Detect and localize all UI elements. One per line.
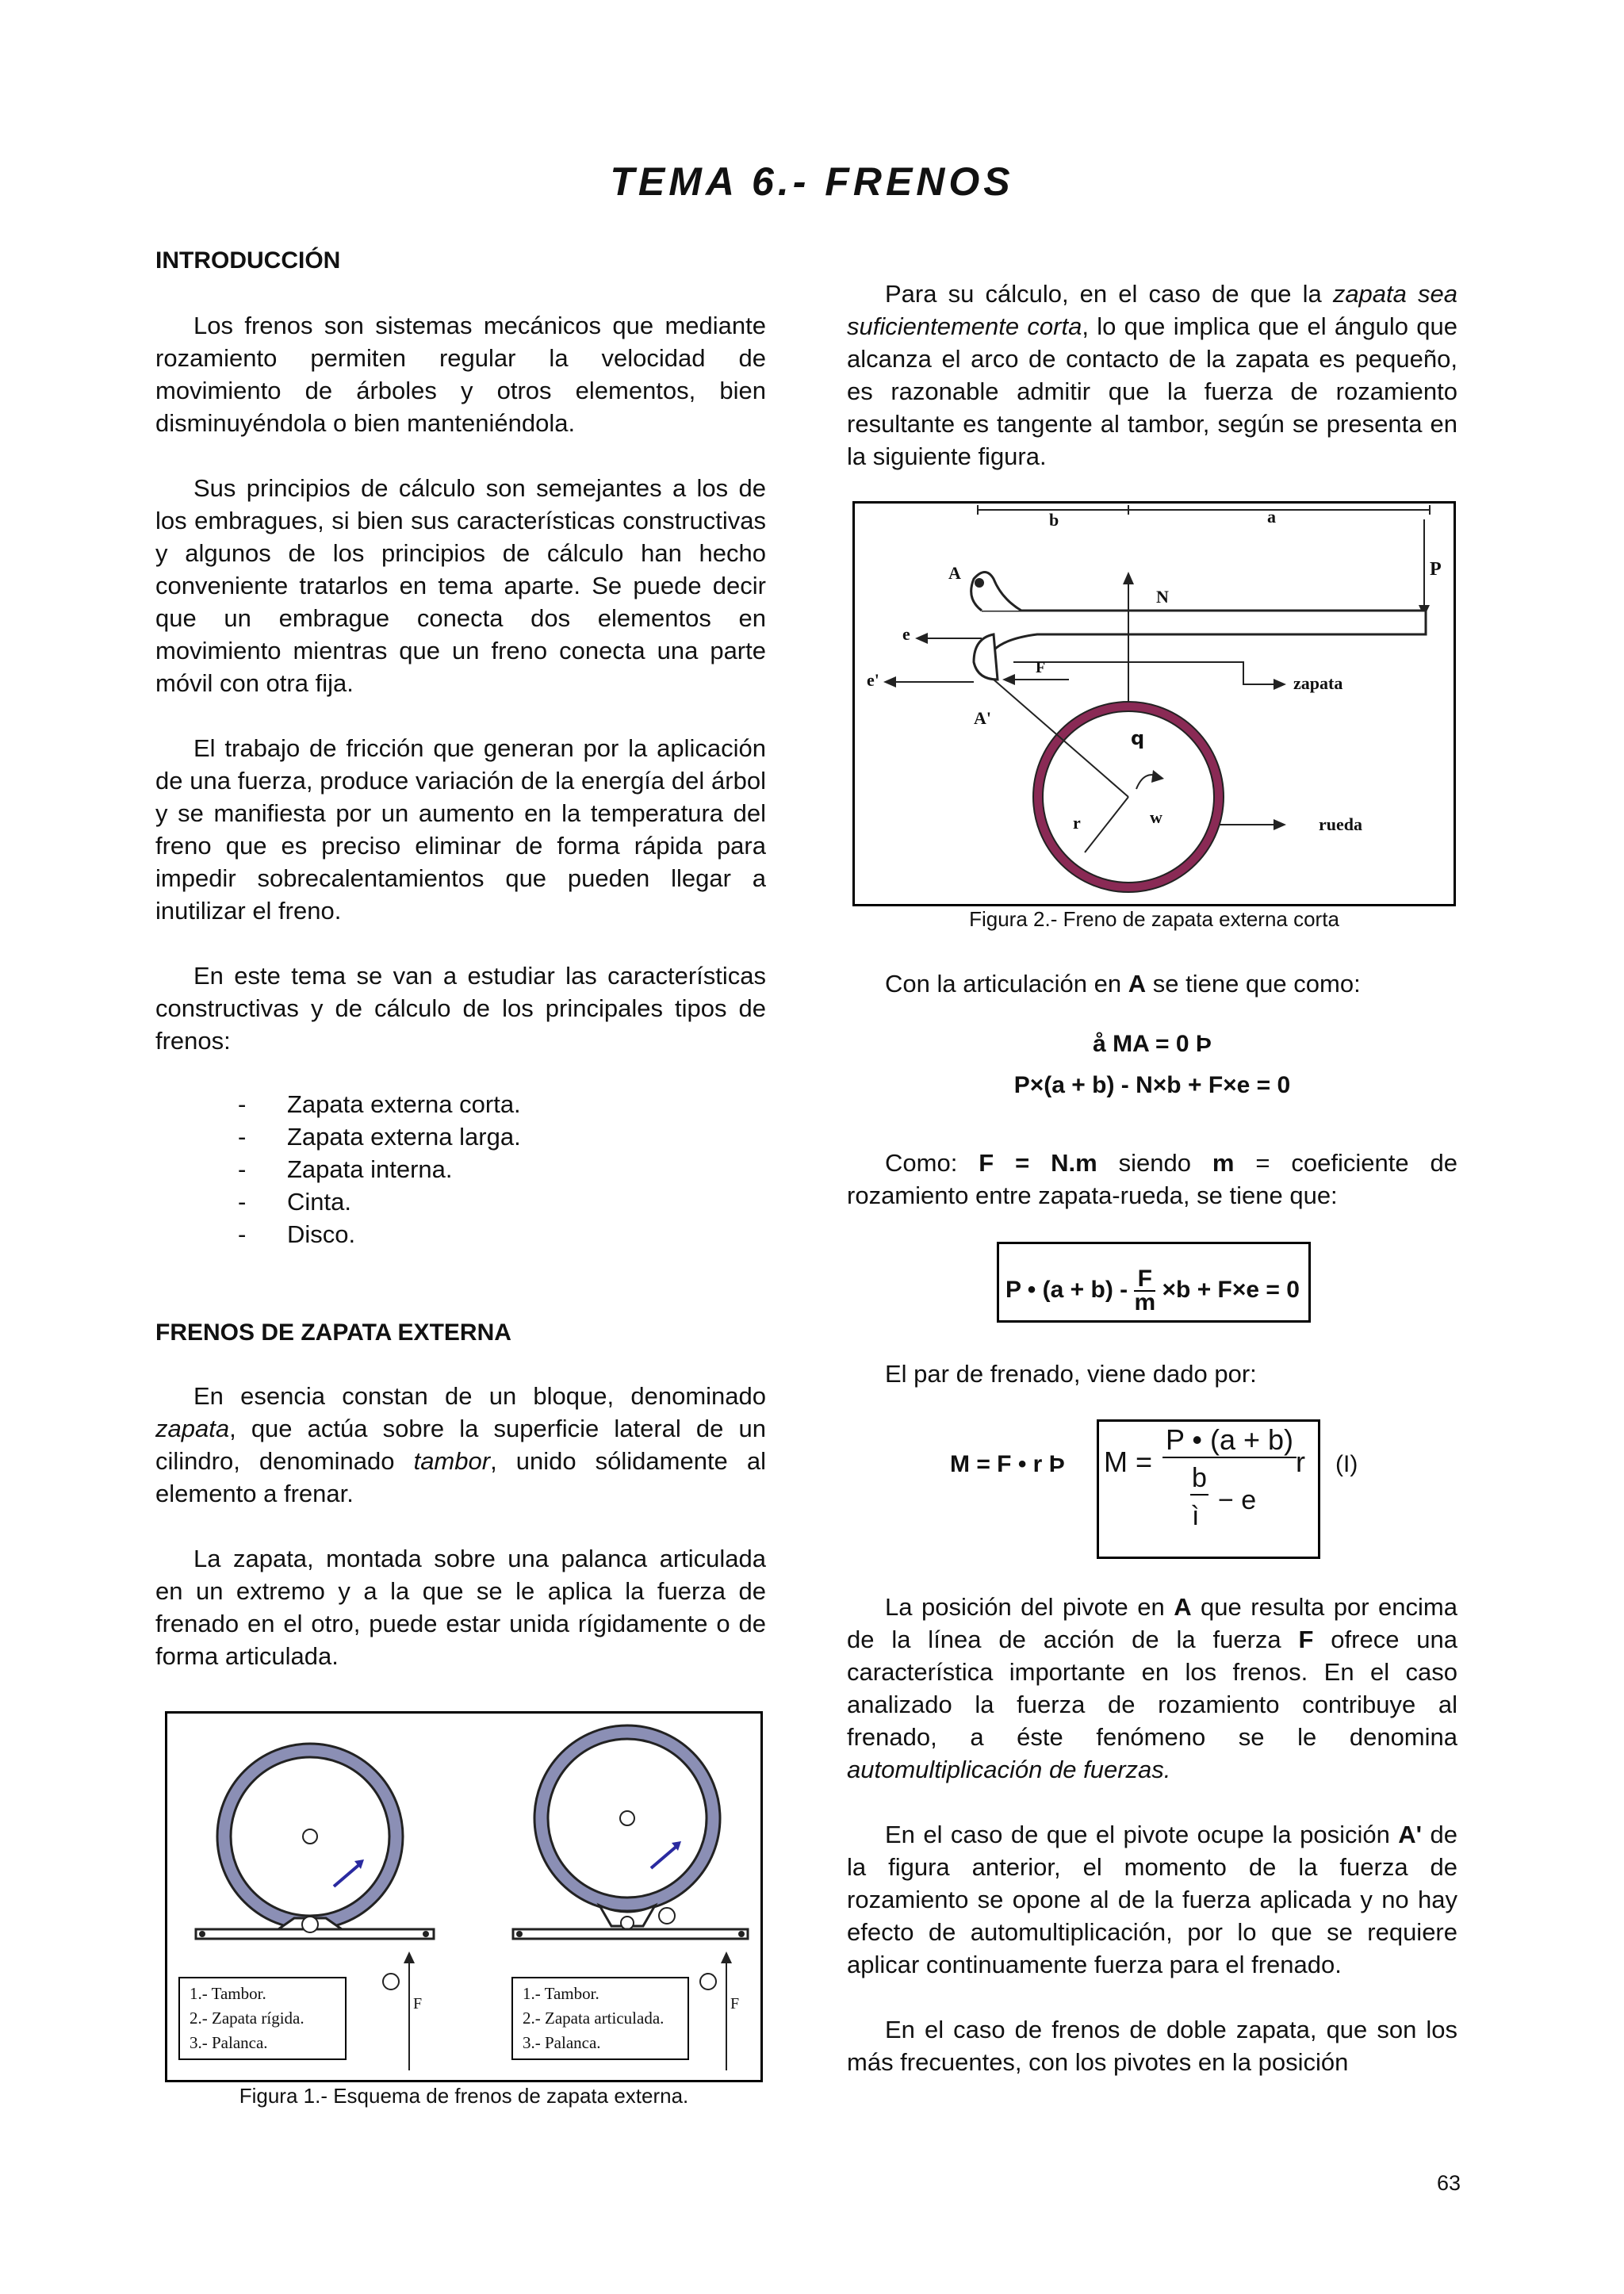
list-item: - Cinta. bbox=[238, 1185, 714, 1218]
label-zapata: zapata bbox=[1293, 673, 1343, 693]
torque-formula-box: M = P • (a + b) b ì − e r bbox=[1097, 1419, 1320, 1559]
paragraph: Para su cálculo, en el caso de que la zapata sea suficientemente corta, lo que implica que el ángulo que alcanza el arco de contacto de la zapata es pequeño, es razonable admitir que la fuerza de rozamiento resultante es tangente al tambor, según se presenta en la siguiente figura. bbox=[847, 280, 1457, 470]
friction-text bbox=[847, 1147, 1457, 1212]
intro-heading: INTRODUCCIÓN bbox=[155, 247, 341, 274]
articulation-text bbox=[847, 967, 1457, 1000]
brake-types-list bbox=[238, 1088, 714, 1250]
list-item: - Zapata externa corta. bbox=[238, 1088, 714, 1120]
list-item: - Disco. bbox=[238, 1218, 714, 1250]
label-b: b bbox=[1049, 510, 1059, 530]
equation-moment: å MA = 0 Þ bbox=[1093, 1031, 1212, 1057]
page-number: 63 bbox=[1437, 2171, 1461, 2195]
paragraph: La zapata, montada sobre una palanca articulada en un extremo y a la que se le aplica la fuerza de frenado en el otro, puede estar unida rígidamente o de forma articulada. bbox=[155, 1545, 766, 1670]
figure-1-legend-right: 1.- Tambor. 2.- Zapata articulada. 3.- Palanca. bbox=[511, 1977, 689, 2060]
label-F: F bbox=[1036, 659, 1046, 676]
paragraph: En el caso de que el pivote ocupe la posición A' de la figura anterior, el momento de la fuerza de rozamiento se opone al de la fuerza aplicada y no hay efecto de automultiplicación, por lo que se requiere aplicar continuamente fuerza para el frenado. bbox=[847, 1821, 1457, 1978]
paragraph: El trabajo de fricción que generan por la aplicación de una fuerza, produce variación de la energía del árbol y se manifiesta por un aumento en la temperatura del freno que es preciso eliminar de forma rápida para impedir sobrecalentamientos que pueden llegar a inutilizar el freno. bbox=[155, 734, 766, 925]
label-a: a bbox=[1267, 507, 1276, 527]
paragraph: En este tema se van a estudiar las características constructivas y de cálculo de los principales tipos de frenos: bbox=[155, 962, 766, 1055]
force-label: F bbox=[413, 1995, 423, 2013]
boxed-equation: P • (a + b) - $\frac{F}{m}$ ×b + F×e = 0 bbox=[997, 1242, 1311, 1323]
figure-2-drawing bbox=[855, 504, 1454, 904]
figure-1-caption: Figura 1.- Esquema de frenos de zapata externa. bbox=[239, 2084, 689, 2108]
paragraph: Los frenos son sistemas mecánicos que mediante rozamiento permiten regular la velocidad de movimiento de árboles y otros elementos, bien disminuyéndola o bien manteniéndola. bbox=[155, 312, 766, 437]
label-theta: q bbox=[1131, 727, 1145, 749]
equation-equilibrium: P×(a + b) - N×b + F×e = 0 bbox=[1013, 1072, 1291, 1098]
paragraph: El par de frenado, viene dado por: bbox=[885, 1360, 1257, 1388]
intro-text bbox=[155, 309, 766, 1057]
section-heading: FRENOS DE ZAPATA EXTERNA bbox=[155, 1319, 511, 1346]
label-A: A bbox=[948, 563, 961, 583]
label-e-prime: e' bbox=[867, 670, 879, 690]
label-rueda: rueda bbox=[1319, 814, 1362, 834]
figure-1-legend-left: 1.- Tambor. 2.- Zapata rígida. 3.- Palanca. bbox=[178, 1977, 347, 2060]
torque-intro bbox=[847, 1358, 1457, 1390]
paragraph: En el caso de frenos de doble zapata, que son los más frecuentes, con los pivotes en la posición bbox=[847, 2016, 1457, 2076]
pivot-text bbox=[847, 1591, 1457, 2078]
calc-intro bbox=[847, 278, 1457, 473]
label-e: e bbox=[902, 624, 910, 644]
equation-tag: (I) bbox=[1335, 1451, 1358, 1477]
label-A-prime: A' bbox=[974, 708, 991, 728]
figure-1 bbox=[165, 1711, 763, 2082]
lever-right bbox=[513, 1929, 748, 1939]
paragraph: En esencia constan de un bloque, denominado zapata, que actúa sobre la superficie lateral de un cilindro, denominado tambor, unido sólidamente al elemento a frenar. bbox=[155, 1382, 766, 1507]
force-label: F bbox=[730, 1995, 740, 2013]
shoe bbox=[974, 634, 998, 680]
figure-2-caption: Figura 2.- Freno de zapata externa corta bbox=[969, 907, 1339, 931]
label-P: P bbox=[1430, 559, 1442, 580]
paragraph: Sus principios de cálculo son semejantes a los de los embragues, si bien sus características constructivas y algunos de los principios de cálculo han hecho conveniente tratarlos en tema aparte. Se puede decir que un embrague conecta dos elementos en movimiento mientras que un freno conecta una parte móvil con otra fija. bbox=[155, 474, 766, 697]
label-w: w bbox=[1150, 807, 1162, 827]
figure-2 bbox=[852, 501, 1456, 906]
list-item: - Zapata interna. bbox=[238, 1153, 714, 1185]
page-title: TEMA 6.- FRENOS bbox=[610, 159, 1014, 204]
section-text bbox=[155, 1380, 766, 1672]
paragraph: Con la articulación en A se tiene que como: bbox=[885, 970, 1361, 998]
paragraph: Como: F = N.m siendo m = coeficiente de rozamiento entre zapata-rueda, se tiene que: bbox=[847, 1149, 1457, 1209]
list-item: - Zapata externa larga. bbox=[238, 1120, 714, 1153]
label-r: r bbox=[1073, 813, 1081, 833]
torque-lhs: M = F • r Þ bbox=[950, 1451, 1065, 1477]
paragraph: La posición del pivote en A que resulta por encima de la línea de acción de la fuerza F ofrece una característica importante en los frenos. En el caso analizado la fuerza de rozamiento contribuye al frenado, a éste fenómeno se le denomina automultiplicación de fuerzas. bbox=[847, 1593, 1457, 1783]
label-N: N bbox=[1156, 587, 1169, 607]
